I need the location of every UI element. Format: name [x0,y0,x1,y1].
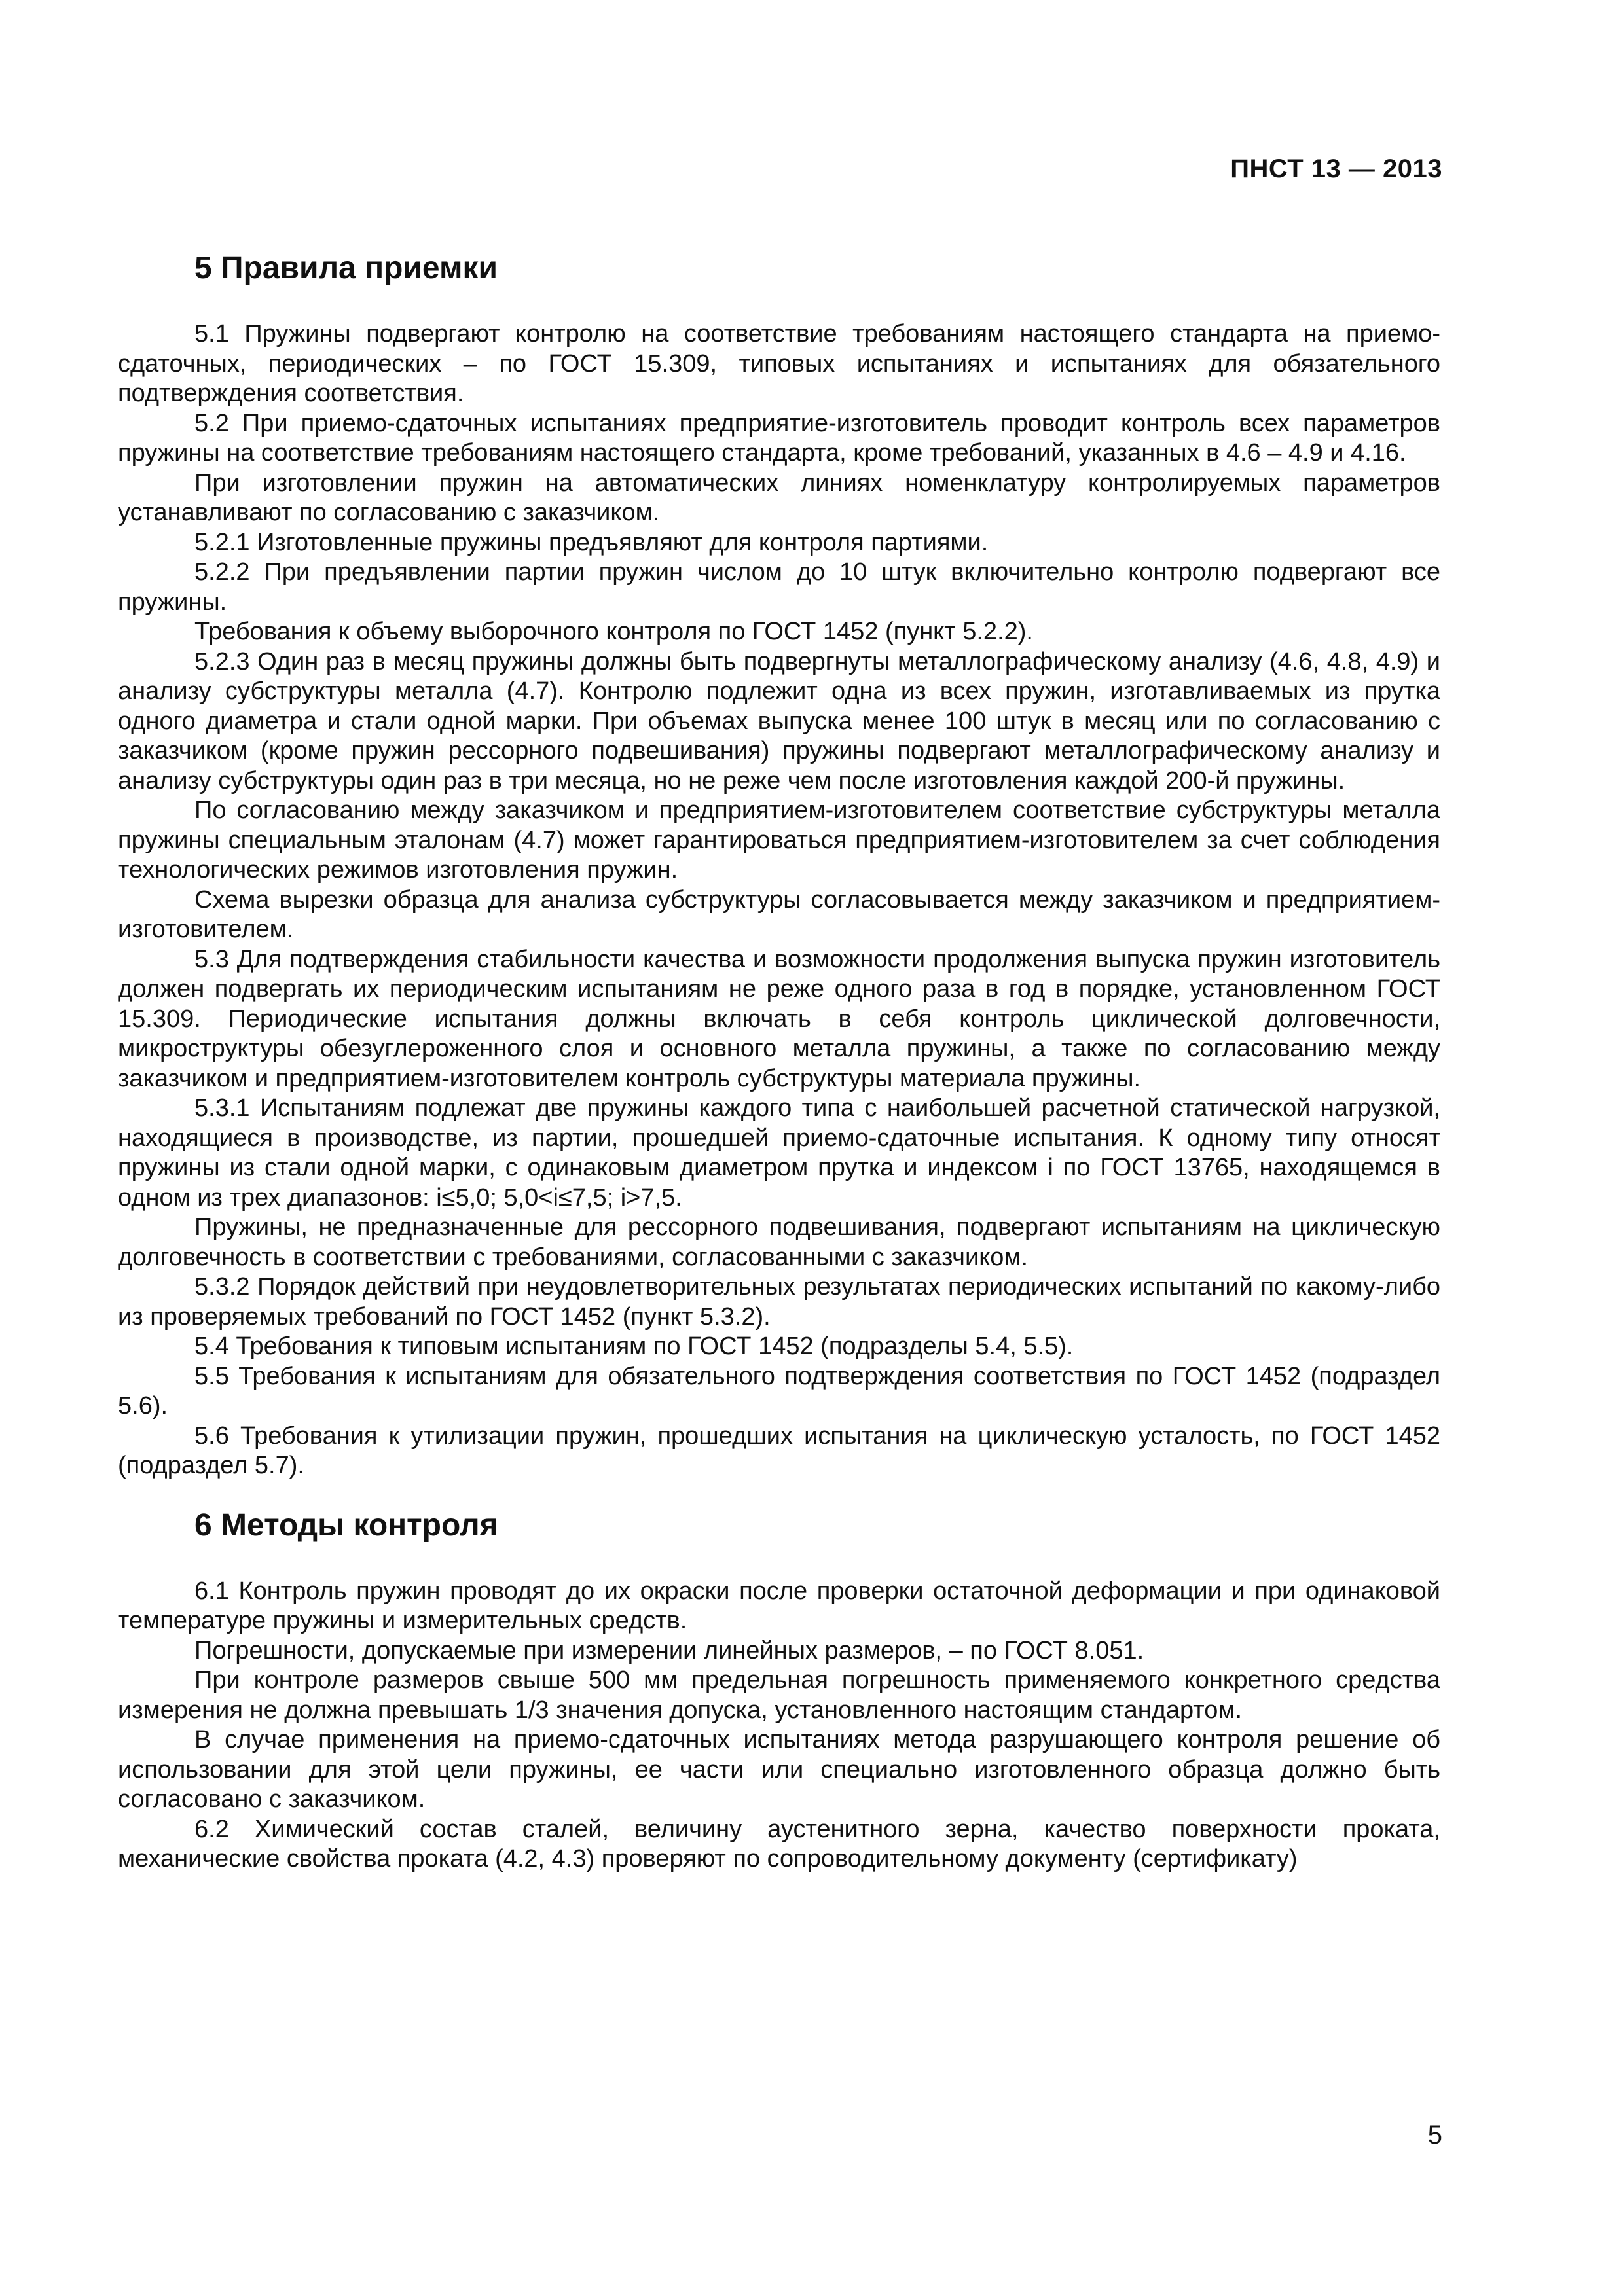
paragraph: 5.2.1 Изготовленные пружины предъявляют для контроля партиями. [194,528,989,556]
paragraph: 5.3 Для подтверждения стабильности качества и возможности продолжения выпуска пружин изготовитель должен подвергать их периодическим испытаниям не реже одного раза в год в порядке, установленном ГОСТ 15.309. Периодические испытания должны включать в себя контроль циклической долговечности, микроструктуры обезуглероженного слоя и основного металла пружины, а также по согласованию между заказчиком и предприятием-изготовителем контроль субструктуры материала пружины. [118,945,1440,1092]
paragraph: 5.3.2 Порядок действий при неудовлетворительных результатах периодических испытаний по какому-либо из проверяемых требований по ГОСТ 1452 (пункт 5.3.2). [118,1273,1440,1331]
paragraph: 6.1 Контроль пружин проводят до их окраски после проверки остаточной деформации и при одинаковой температуре пружины и измерительных средств. [118,1577,1440,1634]
paragraph: 5.2.3 Один раз в месяц пружины должны быть подвергнуты металлографическому анализу (4.6, 4.8, 4.9) и анализу субструктуры металла (4.7). Контролю подлежит одна из всех пружин, изготавливаемых из прутка одного диаметра и стали одной марки. При объемах выпуска менее 100 штук в месяц или по согласованию с заказчиком (кроме пружин рессорного подвешивания) пружины подвергают металлографическому анализу и анализу субструктуры один раз в три месяца, но не реже чем после изготовления каждой 200-й пружины. [118,647,1440,795]
paragraph: Требования к объему выборочного контроля по ГОСТ 1452 (пункт 5.2.2). [194,618,1033,645]
document-body [118,249,1440,1874]
paragraph: 5.6 Требования к утилизации пружин, прошедших испытания на циклическую усталость, по ГОСТ 1452 (подраздел 5.7). [118,1422,1440,1479]
section-5-title: 5 Правила приемки [194,251,498,285]
section-5-body [118,319,1440,1481]
section-6-title: 6 Методы контроля [194,1507,498,1543]
paragraph: 5.2 При приемо-сдаточных испытаниях предприятие-изготовитель проводит контроль всех параметров пружины на соответствие требованиям настоящего стандарта, кроме требований, указанных в 4.6 – 4.9 и 4.16. [118,409,1440,467]
paragraph: 5.2.2 При предъявлении партии пружин числом до 10 штук включительно контролю подвергают все пружины. [118,558,1440,616]
paragraph: По согласованию между заказчиком и предприятием-изготовителем соответствие субструктуры металла пружины специальным эталонам (4.7) может гарантироваться предприятием-изготовителем за счет соблюдения технологических режимов изготовления пружин. [118,797,1440,884]
paragraph: При контроле размеров свыше 500 мм предельная погрешность применяемого конкретного средства измерения не должна превышать 1/3 значения допуска, установленного настоящим стандартом. [118,1666,1440,1724]
paragraph: 5.4 Требования к типовым испытаниям по ГОСТ 1452 (подразделы 5.4, 5.5). [194,1333,1074,1360]
page-number: 5 [1427,2121,1442,2149]
paragraph: 5.3.1 Испытаниям подлежат две пружины каждого типа с наибольшей расчетной статической нагрузкой, находящиеся в производстве, из партии, прошедшей приемо-сдаточные испытания. К одному типу относят пружины из стали одной марки, с одинаковым диаметром прутка и индексом i по ГОСТ 13765, находящемся в одном из трех диапазонов: i≤5,0; 5,0<i≤7,5; i>7,5. [118,1094,1440,1211]
paragraph: В случае применения на приемо-сдаточных испытаниях метода разрушающего контроля решение об использовании для этой цели пружины, ее части или специально изготовленного образца должно быть согласовано с заказчиком. [118,1726,1440,1813]
paragraph: 6.2 Химический состав сталей, величину аустенитного зерна, качество поверхности проката, механические свойства проката (4.2, 4.3) проверяют по сопроводительному документу (сертификату) [118,1815,1440,1873]
section-6-body [118,1577,1440,1874]
paragraph: 5.1 Пружины подвергают контролю на соответствие требованиям настоящего стандарта на приемо-сдаточных, периодических – по ГОСТ 15.309, типовых испытаниях и испытаниях для обязательного подтверждения соответствия. [118,320,1440,407]
paragraph: При изготовлении пружин на автоматических линиях номенклатуру контролируемых параметров устанавливают по согласованию с заказчиком. [118,469,1440,526]
paragraph: 5.5 Требования к испытаниям для обязательного подтверждения соответствия по ГОСТ 1452 (подраздел 5.6). [118,1362,1440,1420]
document-code-header: ПНСТ 13 — 2013 [1230,154,1442,183]
paragraph: Пружины, не предназначенные для рессорного подвешивания, подвергают испытаниям на циклическую долговечность в соответствии с требованиями, согласованными с заказчиком. [118,1213,1440,1271]
paragraph: Схема вырезки образца для анализа субструктуры согласовывается между заказчиком и предприятием-изготовителем. [118,886,1440,943]
section-spacer [118,1481,1440,1506]
paragraph: Погрешности, допускаемые при измерении линейных размеров, – по ГОСТ 8.051. [194,1636,1144,1664]
